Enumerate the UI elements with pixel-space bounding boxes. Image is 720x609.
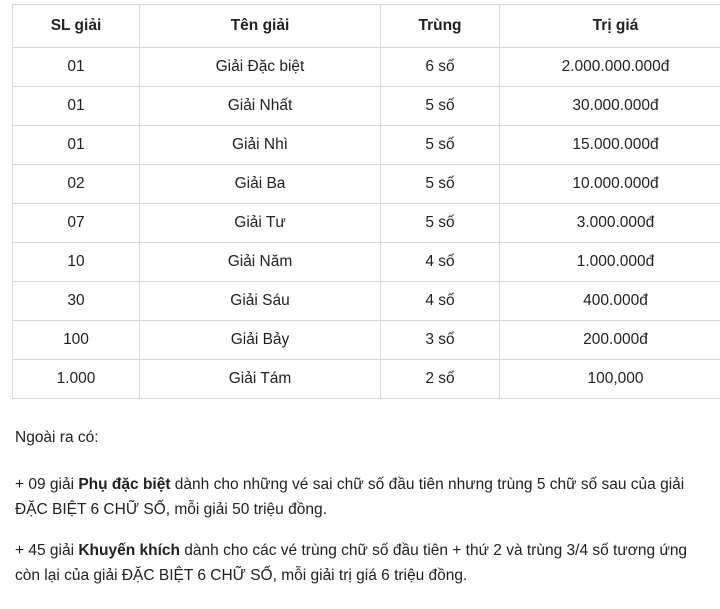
cell-match: 5 số: [381, 165, 500, 204]
cell-quantity: 1.000: [13, 360, 140, 399]
cell-value: 2.000.000.000đ: [500, 48, 720, 87]
cell-quantity: 100: [13, 321, 140, 360]
cell-value: 100,000: [500, 360, 720, 399]
cell-prize-name: Giải Tư: [140, 204, 381, 243]
cell-value: 1.000.000đ: [500, 243, 720, 282]
column-header-quantity: SL giải: [13, 5, 140, 48]
note-special-extra: [15, 472, 705, 522]
column-header-value: Trị giá: [500, 5, 720, 48]
cell-prize-name: Giải Đặc biệt: [140, 48, 381, 87]
cell-prize-name: Giải Sáu: [140, 282, 381, 321]
cell-match: 4 số: [381, 282, 500, 321]
prize-table-header: [13, 5, 720, 48]
table-row: [13, 126, 720, 165]
cell-quantity: 30: [13, 282, 140, 321]
note2-rest: dành cho các vé trùng chữ số đầu tiên + thứ 2 và trùng 3/4 số tương ứng còn lại của giải ĐẶC BIỆT 6 CHỮ SỐ, mỗi giải trị giá 6 triệu đồng.: [15, 542, 688, 585]
table-row: [13, 48, 720, 87]
note1-rest: dành cho những vé sai chữ số đầu tiên nhưng trùng 5 chữ số sau của giải ĐẶC BIỆT 6 CHỮ SỐ, mỗi giải 50 triệu đồng.: [15, 476, 685, 519]
cell-match: 2 số: [381, 360, 500, 399]
cell-value: 30.000.000đ: [500, 87, 720, 126]
table-row: [13, 243, 720, 282]
cell-match: 6 số: [381, 48, 500, 87]
cell-prize-name: Giải Nhất: [140, 87, 381, 126]
note2-prefix: + 45 giải: [15, 542, 79, 560]
cell-match: 5 số: [381, 87, 500, 126]
cell-value: 15.000.000đ: [500, 126, 720, 165]
table-header-row: [13, 5, 720, 48]
cell-quantity: 01: [13, 48, 140, 87]
cell-match: 5 số: [381, 126, 500, 165]
table-row: [13, 165, 720, 204]
notes-lead: Ngoài ra có:: [15, 429, 99, 446]
prize-table-body: [13, 48, 720, 399]
column-header-match: Trùng: [381, 5, 500, 48]
cell-match: 5 số: [381, 204, 500, 243]
cell-prize-name: Giải Ba: [140, 165, 381, 204]
column-header-prize-name: Tên giải: [140, 5, 381, 48]
cell-quantity: 07: [13, 204, 140, 243]
cell-match: 3 số: [381, 321, 500, 360]
cell-prize-name: Giải Năm: [140, 243, 381, 282]
note-consolation: [15, 538, 705, 588]
table-row: [13, 360, 720, 399]
table-row: [13, 282, 720, 321]
cell-match: 4 số: [381, 243, 500, 282]
cell-value: 400.000đ: [500, 282, 720, 321]
note1-bold: Phụ đặc biệt: [78, 476, 171, 494]
note1-prefix: + 09 giải: [15, 476, 79, 494]
cell-quantity: 01: [13, 126, 140, 165]
cell-value: 10.000.000đ: [500, 165, 720, 204]
cell-value: 3.000.000đ: [500, 204, 720, 243]
additional-notes: [15, 425, 705, 589]
cell-quantity: 02: [13, 165, 140, 204]
prize-table: [12, 4, 720, 399]
cell-prize-name: Giải Tám: [140, 360, 381, 399]
cell-quantity: 01: [13, 87, 140, 126]
note2-bold: Khuyến khích: [78, 542, 180, 560]
cell-value: 200.000đ: [500, 321, 720, 360]
cell-prize-name: Giải Bảy: [140, 321, 381, 360]
table-row: [13, 87, 720, 126]
cell-quantity: 10: [13, 243, 140, 282]
table-row: [13, 204, 720, 243]
cell-prize-name: Giải Nhì: [140, 126, 381, 165]
table-row: [13, 321, 720, 360]
